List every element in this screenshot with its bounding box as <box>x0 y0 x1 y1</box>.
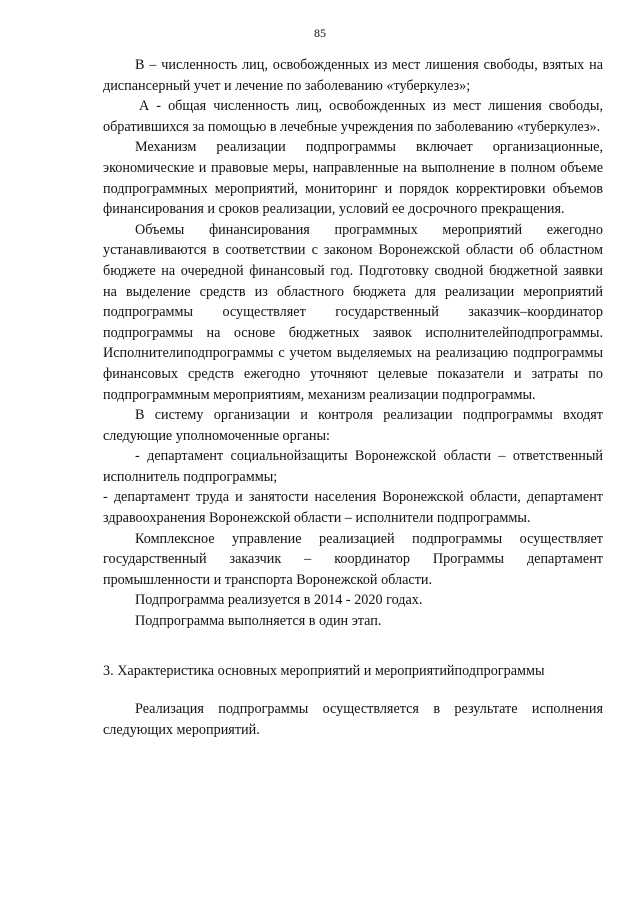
paragraph-dash-social-protection: - департамент социальнойзащиты Воронежской области – ответственный исполнитель подпрограммы; <box>103 448 603 485</box>
paragraph-funding: Объемы финансирования программных мероприятий ежегодно устанавливаются в соответствии с законом Воронежской области об областном бюджете на очередной финансовый год. Подготовку сводной бюджетной заявки на выделение средств из областного бюджета для реализации мероприятий подпрограммы осуществляет государственный заказчик–координатор подпрограммы на основе бюджетных заявок исполнителейподпрограммы. Исполнителиподпрограммы с учетом выделяемых на реализацию подпрограммы финансовых средств ежегодно уточняют целевые показатели и затраты по подпрограммным мероприятиям, механизм реализации подпрограммы. <box>103 221 603 403</box>
section-spacer-after <box>103 681 603 699</box>
paragraph-implementation: Реализация подпрограммы осуществляется в результате исполнения следующих мероприятий. <box>103 701 603 738</box>
paragraph-period: Подпрограмма реализуется в 2014 - 2020 годах. <box>135 592 423 609</box>
section-title: 3. Характеристика основных мероприятий и мероприятийподпрограммы <box>103 662 545 679</box>
paragraph-complex-management: Комплексное управление реализацией подпрограммы осуществляет государственный заказчик – координатор Программы департамент промышленности и транспорта Воронежской области. <box>103 530 603 588</box>
paragraph-mechanism: Механизм реализации подпрограммы включает организационные, экономические и правовые меры, направленные на выполнение в полном объеме подпрограммных мероприятий, мониторинг и порядок корректировки объемов финансирования и сроков реализации, условий ее досрочного прекращения. <box>103 139 603 218</box>
page-content <box>103 55 603 740</box>
paragraph-control-system: В систему организации и контроля реализации подпрограммы входят следующие уполномоченные органы: <box>103 407 603 444</box>
paragraph-stage: Подпрограмма выполняется в один этап. <box>135 613 382 630</box>
section-spacer <box>103 632 603 661</box>
paragraph-formula-b: В – численность лиц, освобожденных из мест лишения свободы, взятых на диспансерный учет и лечение по заболеванию «туберкулез»; <box>103 57 603 94</box>
page-number: 85 <box>314 26 326 40</box>
paragraph-formula-a: А - общая численность лиц, освобожденных из мест лишения свободы, обратившихся за помощью в лечебные учреждения по заболеванию «туберкулез». <box>103 98 603 135</box>
paragraph-dash-labor-health: - департамент труда и занятости населения Воронежской области, департамент здравоохранения Воронежской области – исполнители подпрограммы. <box>103 489 603 527</box>
